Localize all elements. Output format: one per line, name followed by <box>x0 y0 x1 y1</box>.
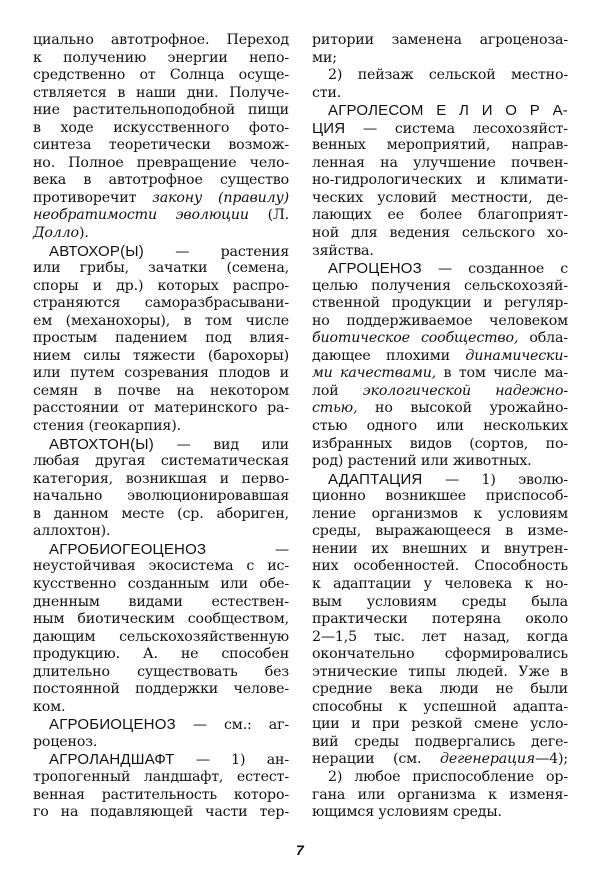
text-line <box>33 453 289 471</box>
text-segment: них особенностей. Способность <box>312 558 568 575</box>
headword: АГРОБИОГЕОЦЕНОЗ <box>49 540 207 558</box>
text-line <box>312 734 568 752</box>
text-line <box>33 787 289 805</box>
text-segment: неустойчивая экосистема с ис- <box>33 558 289 575</box>
text-segment: венная растительность которо- <box>33 786 289 803</box>
text-segment: ции и при резкой смене усло- <box>312 716 568 733</box>
text-segment: лой <box>312 382 363 399</box>
text-line <box>33 523 289 541</box>
text-segment: семян в почве на некотором <box>33 382 289 399</box>
page-number: 7 <box>296 842 304 858</box>
text-segment: дающее плохими <box>312 347 466 364</box>
text-segment: — 1) ан- <box>174 752 289 769</box>
text-line <box>312 32 568 50</box>
text-line <box>33 664 289 682</box>
right-column <box>312 32 568 822</box>
entry-headword-line <box>312 260 568 278</box>
text-line <box>33 400 289 418</box>
text-line <box>33 190 289 208</box>
text-line <box>312 558 568 576</box>
text-segment: но. Полное превращение чело- <box>33 154 289 171</box>
text-segment: гана или организма к изменя- <box>312 786 568 803</box>
text-segment: ственной продукции и регуляр- <box>312 295 568 312</box>
text-segment: вий среды подвергались деге- <box>312 733 568 750</box>
text-segment: стения (геокарпия). <box>33 418 181 435</box>
text-segment: начально эволюционировавшая <box>33 488 289 505</box>
italic-term: необратимости эволюции <box>33 207 249 224</box>
text-segment: расстоянии от материнского ра- <box>33 400 289 417</box>
text-line <box>33 225 289 243</box>
text-segment: — <box>206 541 289 558</box>
text-segment: циально автотрофное. Переход <box>33 32 289 48</box>
text-segment: простым падением под влия- <box>33 330 289 347</box>
text-segment: — см.: аг- <box>175 717 289 734</box>
text-line <box>33 488 289 506</box>
text-segment: ствляется в наши дни. Получе- <box>33 84 289 101</box>
text-line <box>312 804 568 822</box>
text-segment: —4); <box>535 751 568 768</box>
text-segment: но высокой урожайно- <box>357 400 568 417</box>
text-segment: кусственно созданным или обе- <box>33 575 289 592</box>
entry-headword-line <box>33 243 289 261</box>
text-segment: целью получения сельскохозяй- <box>312 277 568 294</box>
text-segment: или грибы, зачатки (семена, <box>33 260 289 277</box>
text-segment: длительно существовать без <box>33 663 289 680</box>
text-segment: категория, возникшая и перво- <box>33 470 289 487</box>
text-segment: обла- <box>518 330 568 347</box>
left-column <box>33 32 289 822</box>
text-line <box>312 418 568 436</box>
text-segment: споры и др.) которых распро- <box>33 277 289 294</box>
text-segment: страняются саморазбрасывани- <box>33 295 289 312</box>
text-segment: постоянной поддержки челове- <box>33 681 289 698</box>
text-segment: — растения <box>143 243 289 260</box>
headword: ЦИЯ <box>312 119 346 137</box>
text-line <box>312 67 568 85</box>
text-segment: этнические типы людей. Уже в <box>312 663 568 680</box>
italic-term: ми качествами, <box>312 365 437 382</box>
text-line <box>312 348 568 366</box>
headword: АГРОЛАНДШАФТ <box>49 751 175 769</box>
text-line <box>312 436 568 454</box>
text-line <box>33 313 289 331</box>
italic-term: Долло <box>33 225 79 242</box>
headword: АГРОБИОЦЕНОЗ <box>49 716 176 734</box>
text-line <box>33 804 289 822</box>
text-segment: нием силы тяжести (барохоры) <box>33 347 289 364</box>
text-segment: или путем созревания плодов и <box>33 365 289 382</box>
text-segment: род) растений или животных. <box>312 453 532 470</box>
text-line <box>33 365 289 383</box>
italic-term: экологической надежно- <box>362 382 569 399</box>
text-segment: аллохтон). <box>33 523 111 540</box>
text-segment: дненным видами естествен- <box>33 593 289 610</box>
text-segment: венных мероприятий, направ- <box>312 137 568 154</box>
text-line <box>312 50 568 68</box>
text-line <box>33 32 289 50</box>
text-line <box>312 295 568 313</box>
entry-headword-line <box>33 541 289 559</box>
text-line <box>33 681 289 699</box>
text-segment: ческих условий местности, де- <box>312 189 568 206</box>
text-line <box>33 576 289 594</box>
text-line <box>33 172 289 190</box>
text-line <box>312 137 568 155</box>
text-line <box>33 699 289 717</box>
text-line <box>33 260 289 278</box>
text-line <box>312 769 568 787</box>
text-line <box>33 278 289 296</box>
text-segment: ми; <box>312 49 337 66</box>
text-segment: роценоз. <box>33 733 98 750</box>
italic-term: дегенерация <box>440 751 536 768</box>
entry-headword-line <box>33 716 289 734</box>
text-line <box>33 330 289 348</box>
text-segment: 2—1,5 тыс. лет назад, когда <box>312 628 568 645</box>
text-segment: дающим сельскохозяйственную <box>33 628 289 645</box>
text-line <box>33 295 289 313</box>
italic-term: биотическое сообщество, <box>312 330 519 347</box>
headword: АВТОХОР(Ы) <box>49 242 144 260</box>
text-segment: любая другая систематическая <box>33 453 289 470</box>
text-segment: ленная на улучшение почвен- <box>312 154 568 171</box>
text-segment: 2) любое приспособление ор- <box>328 768 568 785</box>
text-line <box>33 155 289 173</box>
text-segment: в том числе ма- <box>436 365 568 382</box>
text-segment: к получению энергии непо- <box>33 49 289 66</box>
text-segment: века в автотрофное существо <box>33 172 289 189</box>
italic-term: динамически- <box>465 347 568 364</box>
text-line <box>312 716 568 734</box>
entry-headword-line <box>33 436 289 454</box>
text-segment: ным биотическим сообществом, <box>33 611 289 628</box>
text-segment: вым условиям среды была <box>312 593 568 610</box>
text-segment: ционно возникшее приспособ- <box>312 488 568 505</box>
text-line <box>312 751 568 769</box>
text-segment: к адаптации у человека к но- <box>312 575 568 592</box>
text-segment: — 1) эволю- <box>422 471 568 488</box>
text-line <box>312 664 568 682</box>
text-line <box>312 453 568 471</box>
text-line <box>312 541 568 559</box>
headword: АГРОЦЕНОЗ <box>328 260 422 278</box>
text-line <box>312 611 568 629</box>
text-segment: окончательно сформировались <box>312 646 568 663</box>
text-line <box>33 471 289 489</box>
entry-headword-line <box>312 102 568 120</box>
text-line <box>33 120 289 138</box>
text-segment: но поддерживаемое человеком <box>312 312 568 329</box>
text-line <box>33 506 289 524</box>
text-segment: ритории заменена агроценоза- <box>312 32 568 48</box>
text-line <box>312 681 568 699</box>
text-segment: го на подавляющей части тер- <box>33 804 289 821</box>
text-segment: стью одного или нескольких <box>312 418 568 435</box>
text-line <box>312 629 568 647</box>
text-segment: практически потеряна около <box>312 611 568 628</box>
text-line <box>312 523 568 541</box>
text-segment: ние растительноподобной пищи <box>33 102 289 119</box>
text-line <box>312 383 568 401</box>
text-segment: ление организмов к условиям <box>312 505 568 522</box>
text-line <box>33 769 289 787</box>
text-segment: в данном месте (ср. абориген, <box>33 505 289 522</box>
headword: АГРОЛЕСОМ Е Л И О Р А- <box>328 102 568 120</box>
text-line <box>312 699 568 717</box>
text-segment: противоречит <box>33 189 153 206</box>
text-segment: продукцию. А. не способен <box>33 646 289 663</box>
text-line <box>312 155 568 173</box>
text-line <box>33 611 289 629</box>
text-segment: лающих ее более благоприят- <box>312 207 568 224</box>
text-line <box>312 172 568 190</box>
text-segment: — вид или <box>153 436 289 453</box>
text-segment: тропогенный ландшафт, естест- <box>33 768 289 785</box>
text-segment: ющимся условиям среды. <box>312 804 502 821</box>
text-line <box>312 278 568 296</box>
text-line <box>33 646 289 664</box>
text-line <box>312 576 568 594</box>
text-line <box>312 506 568 524</box>
text-segment: ). <box>78 225 89 242</box>
text-line <box>312 190 568 208</box>
text-line <box>312 787 568 805</box>
text-segment: среды, выражающееся в изме- <box>312 523 568 540</box>
text-line <box>33 629 289 647</box>
text-segment: средние века люди не были <box>312 681 568 698</box>
text-line <box>312 488 568 506</box>
text-line <box>312 365 568 383</box>
headword: АВТОХТОН(Ы) <box>49 435 154 453</box>
text-segment: — система лесохозяйст- <box>345 120 568 137</box>
italic-term: стью, <box>312 400 358 417</box>
text-line <box>312 225 568 243</box>
text-line <box>312 330 568 348</box>
entry-headword-line <box>312 120 568 138</box>
text-line <box>33 102 289 120</box>
text-segment: ем (механохоры), в том числе <box>33 312 289 329</box>
text-line <box>33 418 289 436</box>
entry-headword-line <box>33 751 289 769</box>
text-segment: в ходе искусственного фото- <box>33 119 289 136</box>
headword: АДАПТАЦИЯ <box>328 470 423 488</box>
text-line <box>33 348 289 366</box>
text-segment: синтеза теоретически возмож- <box>33 137 289 154</box>
text-line <box>33 734 289 752</box>
text-line <box>33 50 289 68</box>
text-line <box>312 400 568 418</box>
text-segment: но-гидрологических и климати- <box>312 172 568 189</box>
text-line <box>33 67 289 85</box>
text-segment: (Л. <box>248 207 289 224</box>
text-segment: зяйства. <box>312 242 374 259</box>
text-segment: способны к успешной адапта- <box>312 698 568 715</box>
text-line <box>33 85 289 103</box>
text-line <box>33 137 289 155</box>
text-segment: избранных видов (сортов, по- <box>312 435 568 452</box>
text-line <box>312 594 568 612</box>
text-line <box>312 646 568 664</box>
text-line <box>33 594 289 612</box>
text-line <box>33 383 289 401</box>
entry-headword-line <box>312 471 568 489</box>
text-line <box>312 207 568 225</box>
text-segment: ком. <box>33 698 66 715</box>
text-segment: нерации (см. <box>312 751 441 768</box>
text-line <box>33 207 289 225</box>
text-line <box>312 85 568 103</box>
text-segment: сти. <box>312 84 342 101</box>
text-line <box>312 243 568 261</box>
text-segment: средственно от Солнца осуще- <box>33 67 289 84</box>
text-segment: нении их внешних и внутрен- <box>312 540 568 557</box>
text-line <box>33 558 289 576</box>
text-segment: — созданное с <box>421 261 568 278</box>
text-segment: ной для ведения сельского хо- <box>312 225 568 242</box>
text-line <box>312 313 568 331</box>
italic-term: закону (правилу) <box>152 189 289 206</box>
text-segment: 2) пейзаж сельской местно- <box>328 67 568 84</box>
